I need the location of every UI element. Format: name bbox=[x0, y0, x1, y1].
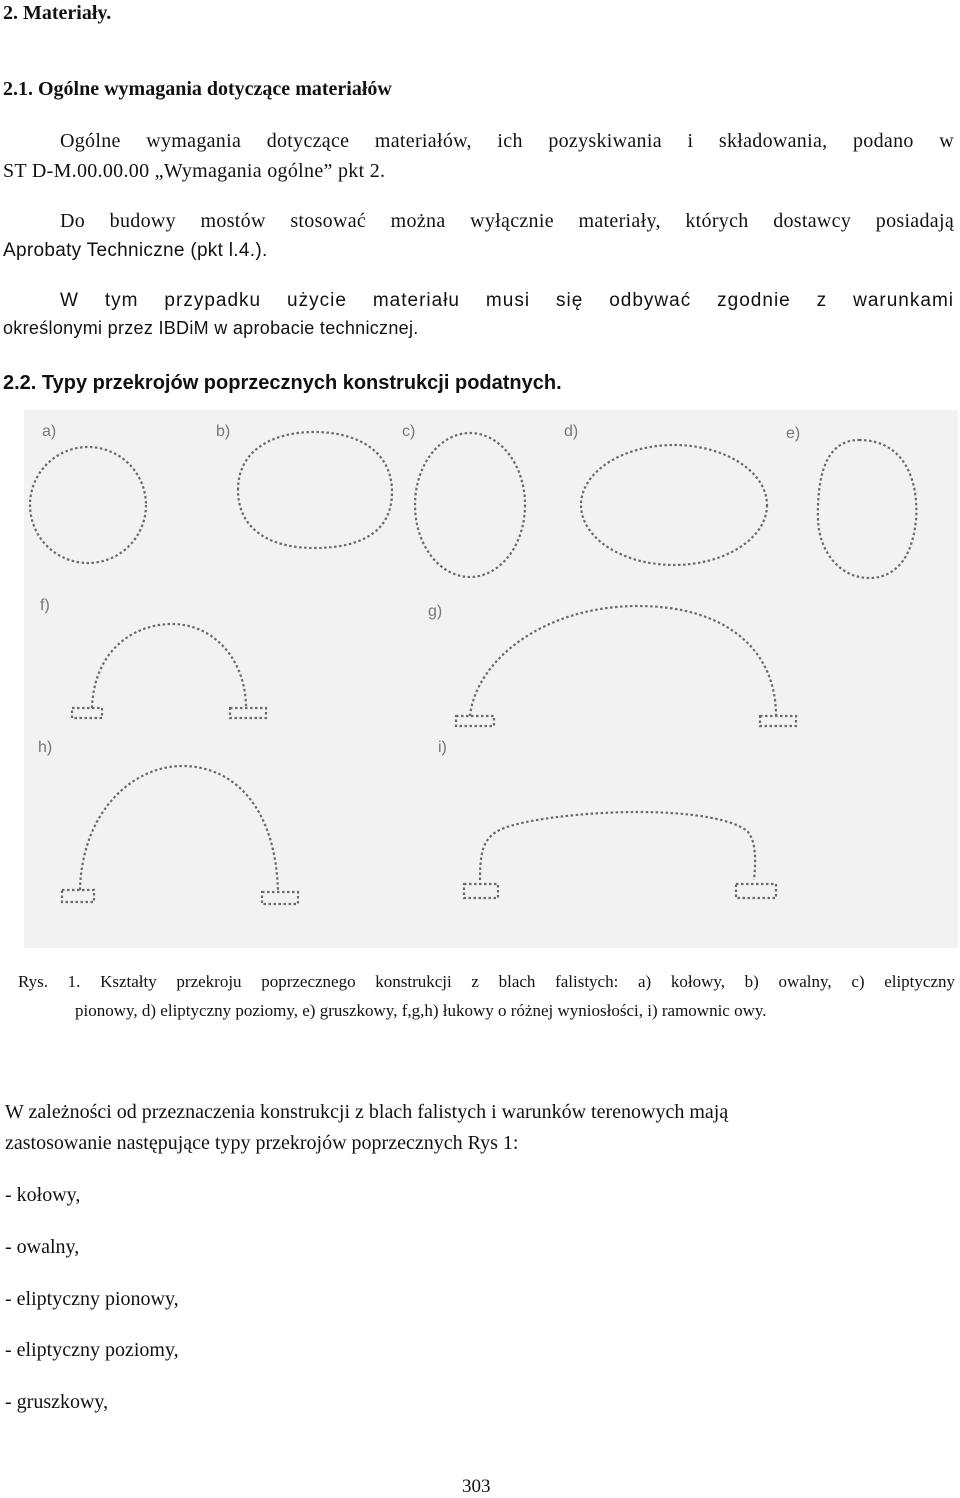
shape-f-arch bbox=[92, 624, 246, 708]
list-item: - kołowy, bbox=[5, 1184, 81, 1206]
label-f: f) bbox=[40, 597, 50, 614]
shape-f-footing-right bbox=[230, 708, 266, 718]
list-item: - eliptyczny pionowy, bbox=[5, 1288, 179, 1310]
body-text-line-2: zastosowanie następujące typy przekrojów poprzecznych Rys 1: bbox=[5, 1132, 519, 1154]
shape-i-footing-right bbox=[736, 884, 776, 898]
label-d: d) bbox=[564, 423, 579, 440]
paragraph-2-line-1: Do budowy mostów stosować można wyłącznie materiały, których dostawcy posiadają bbox=[60, 210, 954, 232]
label-c: c) bbox=[402, 423, 416, 440]
shape-f-footing-left bbox=[72, 708, 102, 718]
shape-b-oval bbox=[238, 432, 392, 548]
figure-caption-line-2: pionowy, d) eliptyczny poziomy, e) gruszkowy, f,g,h) łukowy o różnej wyniosłości, i) ramownic owy. bbox=[75, 1001, 767, 1020]
label-e: e) bbox=[786, 425, 801, 442]
shape-g-footing-right bbox=[760, 716, 796, 726]
page-number: 303 bbox=[462, 1476, 491, 1497]
figure-caption-line-1: Rys. 1. Kształty przekroju poprzecznego konstrukcji z blach falistych: a) kołowy, b) owalny, c) eliptyczny bbox=[18, 972, 955, 991]
shape-g-footing-left bbox=[456, 716, 494, 726]
subsection-title-general-requirements: 2.1. Ogólne wymagania dotyczące materiałów bbox=[3, 78, 392, 100]
list-item: - gruszkowy, bbox=[5, 1391, 109, 1413]
cross-section-figure bbox=[24, 410, 958, 948]
shape-e-pear bbox=[818, 440, 916, 578]
subsection-title-cross-section-types: 2.2. Typy przekrojów poprzecznych konstrukcji podatnych. bbox=[3, 372, 562, 394]
list-item: - owalny, bbox=[5, 1236, 80, 1258]
list-item: - eliptyczny poziomy, bbox=[5, 1339, 179, 1361]
shape-h-arch bbox=[80, 766, 278, 892]
label-h: h) bbox=[38, 739, 53, 756]
shape-g-arch bbox=[470, 606, 776, 716]
label-i: i) bbox=[438, 739, 447, 756]
shape-i-box-culvert bbox=[480, 812, 755, 880]
body-text-line-1: W zależności od przeznaczenia konstrukcji z blach falistych i warunków terenowych mają bbox=[5, 1101, 729, 1123]
label-b: b) bbox=[216, 423, 231, 440]
paragraph-3-line-1: W tym przypadku użycie materiału musi się odbywać zgodnie z warunkami bbox=[60, 290, 954, 311]
shape-i-footing-left bbox=[464, 884, 498, 898]
paragraph-2-line-2: Aprobaty Techniczne (pkt l.4.). bbox=[3, 240, 268, 261]
shape-c-vertical-ellipse bbox=[415, 433, 525, 577]
cross-section-drawing bbox=[24, 410, 958, 948]
shape-h-footing-left bbox=[62, 890, 94, 902]
shape-h-footing-right bbox=[262, 892, 298, 904]
shape-a-circular bbox=[30, 447, 146, 563]
shape-d-horizontal-ellipse bbox=[581, 445, 767, 565]
section-title: 2. Materiały. bbox=[3, 2, 112, 24]
paragraph-1-line-2: ST D-M.00.00.00 „Wymagania ogólne” pkt 2. bbox=[3, 160, 386, 182]
paragraph-1-line-1: Ogólne wymagania dotyczące materiałów, ich pozyskiwania i składowania, podano w bbox=[60, 130, 954, 152]
paragraph-3-line-2: określonymi przez IBDiM w aprobacie technicznej. bbox=[3, 318, 419, 338]
label-g: g) bbox=[428, 603, 443, 620]
label-a: a) bbox=[42, 423, 57, 440]
